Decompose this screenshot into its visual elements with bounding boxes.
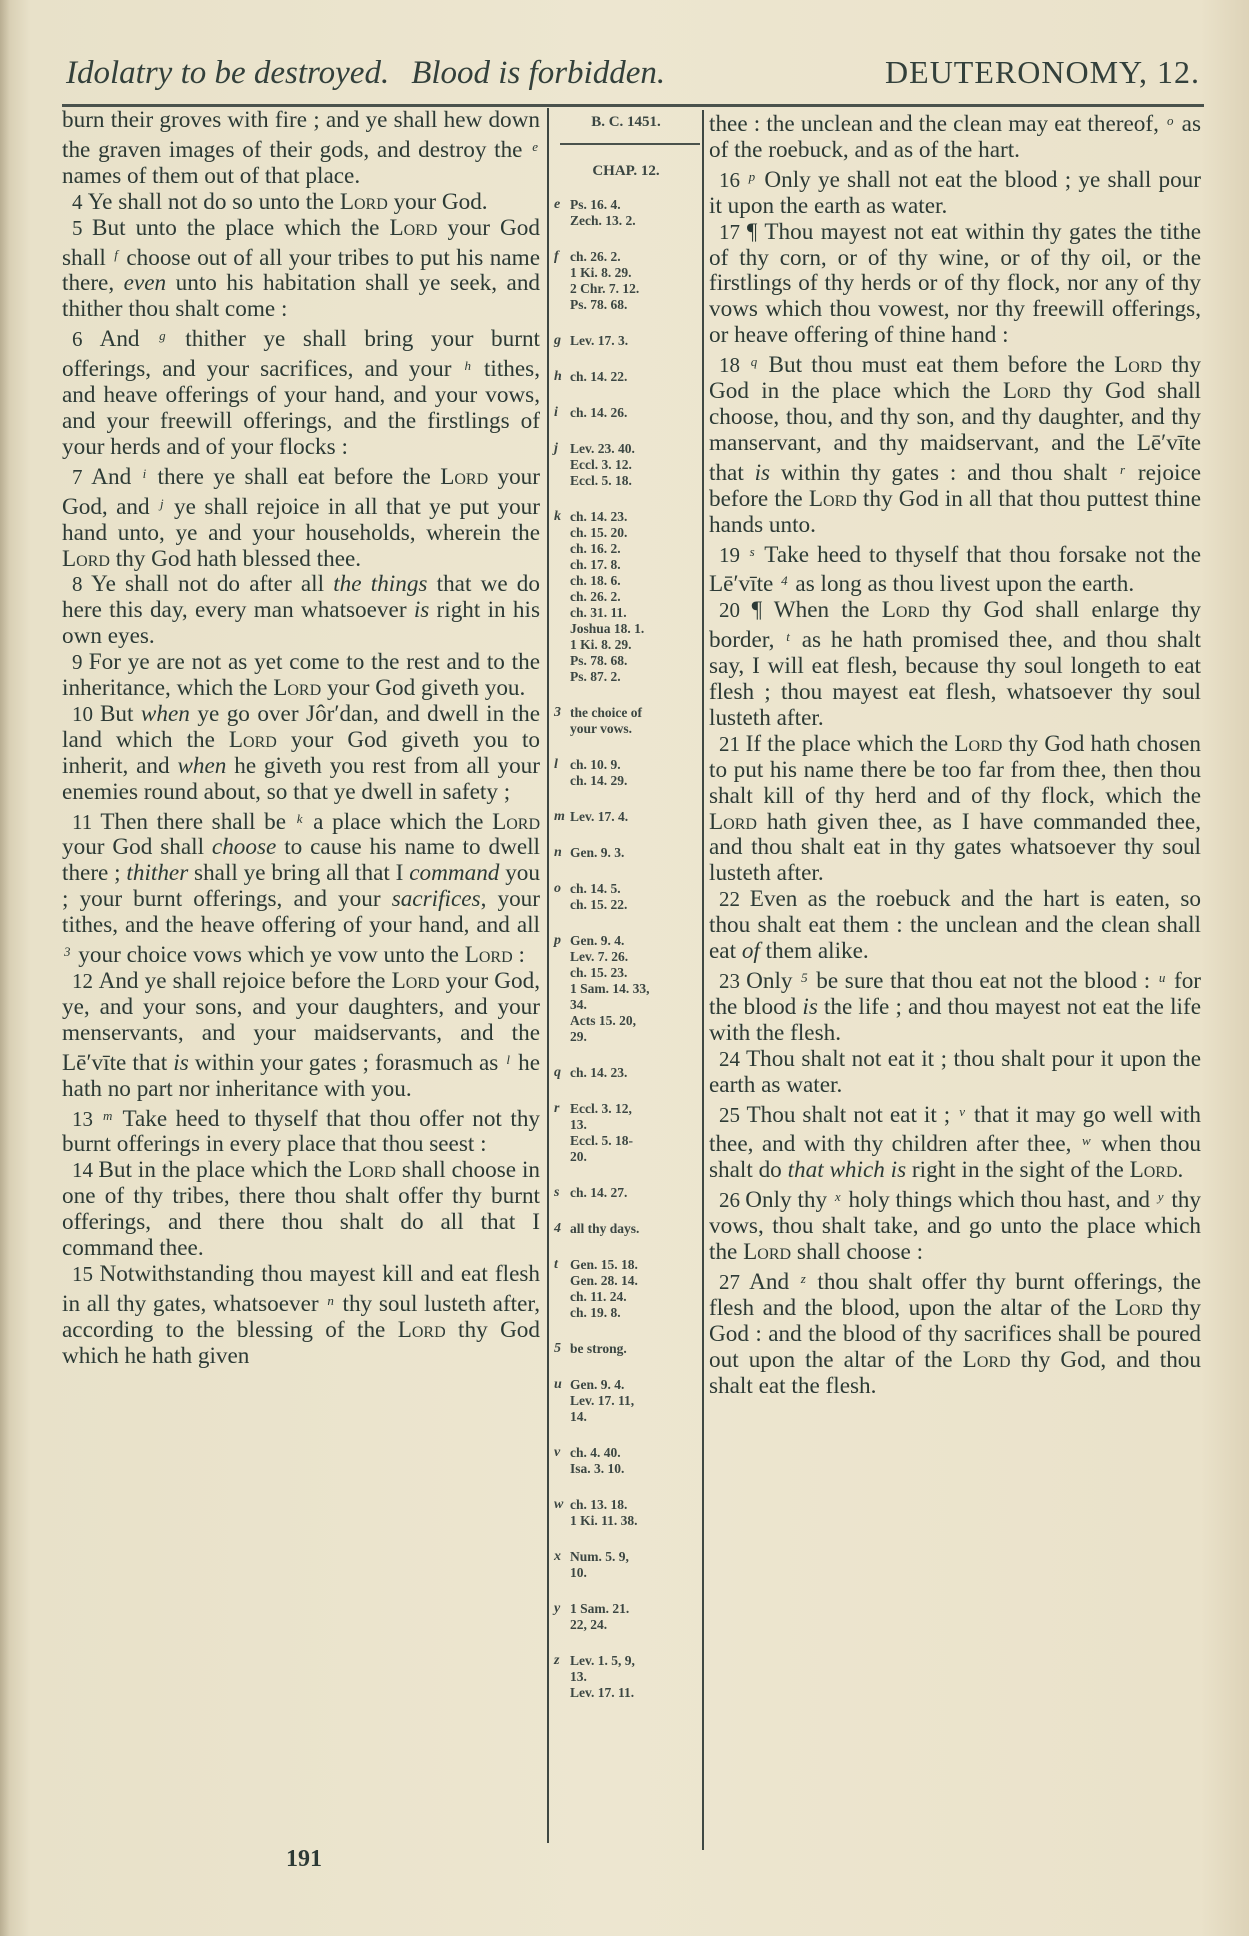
verse-text: ¶ When the Lord thy God shall enlarge thy border, $^t$ as he hath promised thee, and thou shalt say, I will eat flesh, because thy soul longeth to eat flesh ; thou mayest eat flesh, whatsoever thy soul lusteth after. xyxy=(709,597,1202,731)
reference-v xyxy=(552,1445,700,1477)
reference-citation: ch. 17. 8. xyxy=(570,557,621,572)
page-number: 191 xyxy=(286,1846,322,1872)
reference-citation: Ps. 78. 68. xyxy=(570,297,628,312)
verse-number: 18 xyxy=(719,353,749,378)
reference-letter: v xyxy=(554,1445,561,1460)
verse-10 xyxy=(62,702,540,806)
verse-number: 13 xyxy=(72,1106,101,1131)
verse-27 xyxy=(709,1266,1201,1400)
reference-citation: Eccl. 3. 12, xyxy=(570,1101,632,1116)
reference-citation: Ps. 16. 4. xyxy=(570,197,621,212)
reference-letter: r xyxy=(554,1101,560,1116)
verse-number: 11 xyxy=(72,809,101,834)
verse-16 xyxy=(709,164,1201,220)
reference-citation: Lev. 7. 26. xyxy=(570,949,629,964)
verse-7 xyxy=(62,461,540,573)
reference-citation: Lev. 1. 5, 9, xyxy=(570,1653,635,1668)
chapter-label: CHAP. 12. xyxy=(592,163,660,179)
reference-citation: 1 Sam. 21. xyxy=(570,1601,630,1616)
reference-citation: 29. xyxy=(570,1029,587,1044)
reference-citation: Gen. 9. 4. xyxy=(570,933,625,948)
verse-24 xyxy=(709,1047,1201,1099)
verse-text: Ye shall not do so unto the Lord your God. xyxy=(87,188,488,215)
reference-citation: 14. xyxy=(570,1409,587,1424)
reference-citation: 2 Chr. 7. 12. xyxy=(570,281,640,296)
reference-citation: Lev. 17. 4. xyxy=(570,809,629,824)
reference-citation: ch. 16. 2. xyxy=(570,541,621,556)
verse-text: If the place which the Lord thy God hath chosen to put his name there be too far from thee, then thou shalt kill of thy herd and of thy flock, which the Lord hath given thee, as I have commanded thee, and thou shalt eat in thy gates whatsoever thy soul lusteth after. xyxy=(709,730,1201,887)
verse-22 xyxy=(709,887,1201,965)
verse-text: Notwithstanding thou mayest kill and eat flesh in all thy gates, whatsoever $^n$ thy soul lusteth after, according to the blessing of the Lord thy God which he hath given xyxy=(62,1260,541,1369)
verse-20 xyxy=(709,598,1201,732)
reference-citation: 22, 24. xyxy=(570,1617,608,1632)
reference-citation: ch. 19. 8. xyxy=(570,1305,621,1320)
running-title-blood: Blood is forbidden. xyxy=(411,55,666,91)
verse-text: And $^z$ thou shalt offer thy burnt offerings, the flesh and the blood, upon the altar of the Lord thy God : and the blood of thy sacrifices shall be poured out upon the altar of the Lord thy God, and thou shalt eat the flesh. xyxy=(709,1268,1201,1399)
reference-citation: 13. xyxy=(570,1117,587,1132)
reference-letter: l xyxy=(554,757,558,772)
reference-list xyxy=(552,197,700,1701)
reference-citation: 34. xyxy=(570,997,587,1012)
reference-letter: t xyxy=(554,1257,558,1272)
reference-p xyxy=(552,933,700,1045)
verse-13 xyxy=(62,1103,540,1159)
reference-citation: 1 Sam. 14. 33, xyxy=(570,981,650,996)
reference-citation: ch. 14. 23. xyxy=(570,1065,628,1080)
reference-letter: e xyxy=(554,197,561,212)
reference-f xyxy=(552,249,700,313)
reference-citation: ch. 26. 2. xyxy=(570,589,621,604)
verse-continuation xyxy=(62,108,540,190)
reference-citation: Gen. 9. 4. xyxy=(570,1377,625,1392)
reference-letter: h xyxy=(554,369,562,384)
reference-citation: Gen. 15. 18. xyxy=(570,1257,638,1272)
verse-number: 14 xyxy=(72,1158,99,1183)
reference-citation: your vows. xyxy=(570,721,633,736)
reference-k xyxy=(552,509,700,685)
reference-citation: Eccl. 5. 18. xyxy=(570,473,632,488)
reference-letter: i xyxy=(554,405,558,420)
verse-text: thee : the unclean and the clean may eat thereof, $^o$ as of the roebuck, and as of the hart. xyxy=(709,111,1201,163)
reference-citation: ch. 15. 23. xyxy=(570,965,628,980)
reference-citation: ch. 11. 24. xyxy=(570,1289,627,1304)
reference-j xyxy=(552,441,700,489)
verse-text: Ye shall not do after all the things that we do here this day, every man whatsoever is right in his own eyes. xyxy=(62,571,540,650)
reference-citation: ch. 15. 22. xyxy=(570,897,628,912)
verse-18 xyxy=(709,349,1201,538)
reference-citation: Lev. 17. 11. xyxy=(570,1685,635,1700)
reference-citation: all thy days. xyxy=(570,1221,640,1236)
reference-citation: Eccl. 5. 18- xyxy=(570,1133,633,1148)
verse-number: 12 xyxy=(72,969,99,993)
reference-citation: Zech. 13. 2. xyxy=(570,213,636,228)
verse-text: Then there shall be $^k$ a place which the Lord your God shall choose to cause his name to dwell there ; thither shall ye bring all that I command you ; your burnt offerings, and your sacrifices, your tithes, and the heave offering of your hand, and all $^3$ your choice vows which ye vow unto the Lord : xyxy=(62,808,541,969)
reference-citation: Isa. 3. 10. xyxy=(570,1461,625,1476)
verse-number: 21 xyxy=(719,731,746,756)
page-header xyxy=(66,54,1200,102)
verse-number: 19 xyxy=(719,542,748,567)
verse-number: 17 xyxy=(719,219,747,244)
reference-o xyxy=(552,881,700,913)
reference-citation: ch. 14. 5. xyxy=(570,881,621,896)
verse-text: $^q$ But thou must eat them before the Lord thy God in the place which the Lord thy God shall choose, thou, and thy son, and thy daughter, and thy manservant, and thy maidservant, and the Lē′vīte that is within thy gates : and thou shalt $^r$ rejoice before the Lord thy God in all that thou puttest thine hands unto. xyxy=(709,352,1201,538)
verse-text: But unto the place which the Lord your God shall $^f$ choose out of all your tribes to put his name there, even unto his habitation shall ye seek, and thither thou shalt come : xyxy=(62,214,541,323)
verse-text: Thou shalt not eat it ; thou shalt pour it upon the earth as water. xyxy=(709,1045,1202,1098)
reference-n xyxy=(552,845,700,861)
reference-letter: z xyxy=(554,1653,560,1668)
reference-w xyxy=(552,1497,700,1529)
reference-citation: ch. 14. 27. xyxy=(570,1185,628,1200)
reference-l xyxy=(552,757,700,789)
verse-text: Thou shalt not eat it ; $^v$ that it may go well with thee, and with thy children after thee, $^w$ when thou shalt do that which is right in the sight of the Lord. xyxy=(709,1101,1202,1184)
reference-citation: ch. 14. 22. xyxy=(570,369,628,384)
verse-text: And $^i$ there ye shall eat before the Lord your God, and $^j$ ye shall rejoice in all that ye put your hand unto, ye and your households, wherein the Lord thy God hath blessed thee. xyxy=(62,463,540,572)
reference-i xyxy=(552,405,700,421)
verse-text: But when ye go over Jôr′dan, and dwell in the land which the Lord your God giveth you to inherit, and when he giveth you rest from all your enemies round about, so that ye dwell in safety ; xyxy=(62,700,540,805)
reference-citation: Lev. 17. 11, xyxy=(570,1393,635,1408)
text-column-left xyxy=(62,108,540,1370)
reference-m xyxy=(552,809,700,825)
verse-number: 7 xyxy=(72,464,92,489)
column-divider-left xyxy=(547,108,549,1843)
verse-number: 5 xyxy=(72,215,93,240)
reference-letter: j xyxy=(554,441,558,456)
reference-citation: ch. 15. 20. xyxy=(570,525,628,540)
reference-citation: ch. 14. 26. xyxy=(570,405,628,420)
reference-letter: f xyxy=(554,249,559,264)
reference-letter: n xyxy=(554,845,562,860)
verse-text: Only thy $^x$ holy things which thou hast, and $^y$ thy vows, thou shalt take, and go unto the place which the Lord shall choose : xyxy=(709,1187,1201,1266)
reference-5 xyxy=(552,1341,700,1357)
reference-citation: the choice of xyxy=(570,705,642,720)
reference-citation: Acts 15. 20, xyxy=(570,1013,636,1028)
reference-citation: Gen. 9. 3. xyxy=(570,845,625,860)
reference-e xyxy=(552,197,700,229)
marginal-references-column xyxy=(552,108,700,1721)
reference-y xyxy=(552,1601,700,1633)
column-divider-right xyxy=(702,110,704,1850)
verse-number: 20 xyxy=(719,598,752,623)
reference-letter: m xyxy=(554,809,565,824)
reference-citation: Joshua 18. 1. xyxy=(570,621,645,636)
reference-letter: s xyxy=(554,1185,560,1200)
reference-citation: Gen. 28. 14. xyxy=(570,1273,638,1288)
verse-text: For ye are not as yet come to the rest and to the inheritance, which the Lord your God giveth you. xyxy=(62,649,541,702)
reference-citation: Ps. 87. 2. xyxy=(570,669,621,684)
reference-citation: 10. xyxy=(570,1565,587,1580)
verse-14 xyxy=(62,1158,540,1262)
reference-citation: Num. 5. 9, xyxy=(570,1549,629,1564)
verse-11 xyxy=(62,806,540,969)
reference-letter: 5 xyxy=(554,1341,561,1356)
reference-citation: ch. 4. 40. xyxy=(570,1445,621,1460)
verse-9 xyxy=(62,650,540,702)
reference-citation: ch. 26. 2. xyxy=(570,249,621,264)
reference-r xyxy=(552,1101,700,1165)
reference-letter: w xyxy=(554,1497,564,1512)
reference-letter: 3 xyxy=(554,705,561,720)
reference-letter: k xyxy=(554,509,561,524)
reference-letter: y xyxy=(554,1601,561,1616)
reference-citation: be strong. xyxy=(570,1341,627,1356)
verse-text: Even as the roebuck and the hart is eaten, so thou shalt eat them : the unclean and the clean shall eat of them alike. xyxy=(709,886,1201,965)
reference-citation: ch. 18. 6. xyxy=(570,573,621,588)
reference-citation: 20. xyxy=(570,1149,587,1164)
reference-letter: u xyxy=(554,1377,562,1392)
reference-citation: Ps. 78. 68. xyxy=(570,653,628,668)
reference-q xyxy=(552,1065,700,1081)
reference-citation: ch. 13. 18. xyxy=(570,1497,628,1512)
verse-number: 16 xyxy=(719,167,747,192)
verse-continuation xyxy=(709,108,1201,164)
reference-t xyxy=(552,1257,700,1321)
reference-letter: o xyxy=(554,881,561,896)
reference-s xyxy=(552,1185,700,1201)
reference-citation: 13. xyxy=(570,1669,587,1684)
reference-citation: 1 Ki. 11. 38. xyxy=(570,1513,638,1528)
reference-letter: 4 xyxy=(554,1221,561,1236)
verse-text: And ye shall rejoice before the Lord your God, ye, and your sons, and your daughters, and your menservants, and your maidservants, and the Lē′vīte that is within your gates ; forasmuch as $^l$ he hath no part nor inheritance with you. xyxy=(62,968,540,1102)
verse-number: 23 xyxy=(719,969,747,993)
verse-number: 22 xyxy=(719,887,750,912)
reference-letter: g xyxy=(554,333,561,348)
verse-15 xyxy=(62,1262,540,1370)
reference-citation: ch. 10. 9. xyxy=(570,757,621,772)
reference-citation: ch. 14. 29. xyxy=(570,773,628,788)
verse-text: Only $^5$ be sure that thou eat not the blood : $^u$ for the blood is the life ; and thou mayest not eat the life with the flesh. xyxy=(709,968,1202,1046)
verse-number: 4 xyxy=(72,189,88,214)
verse-17 xyxy=(709,220,1201,350)
verse-25 xyxy=(709,1099,1201,1185)
reference-citation: Lev. 23. 40. xyxy=(570,441,635,456)
running-title-idolatry: Idolatry to be destroyed. xyxy=(66,55,390,91)
date-label: B. C. 1451. xyxy=(591,114,661,130)
verse-text: $^s$ Take heed to thyself that thou forsake not the Lē′vīte $^4$ as long as thou livest upon the earth. xyxy=(709,541,1201,598)
verse-19 xyxy=(709,539,1201,599)
reference-citation: Lev. 17. 3. xyxy=(570,333,629,348)
reference-x xyxy=(552,1549,700,1581)
verse-number: 26 xyxy=(719,1188,746,1213)
verse-text: $^p$ Only ye shall not eat the blood ; ye shall pour it upon the earth as water. xyxy=(709,166,1201,219)
verse-23 xyxy=(709,965,1201,1047)
date-rule xyxy=(560,143,700,145)
verse-number: 10 xyxy=(72,701,100,726)
verse-5 xyxy=(62,216,540,324)
text-column-right xyxy=(709,108,1201,1400)
verse-text: burn their groves with fire ; and ye shall hew down the graven images of their gods, and destroy the $^e$ names of them out of that place. xyxy=(62,107,540,189)
verse-12 xyxy=(62,969,540,1103)
book-chapter-title: DEUTERONOMY, 12. xyxy=(885,54,1200,90)
verse-text: $^m$ Take heed to thyself that thou offer not thy burnt offerings in every place that thou seest : xyxy=(62,1105,541,1158)
verse-text: ¶ Thou mayest not eat within thy gates the tithe of thy corn, or of thy wine, or of thy oil, or the firstlings of thy herds or of thy flock, nor any of thy vows which thou vowest, nor thy freewill offerings, or heave offering of thine hand : xyxy=(709,218,1201,349)
verse-number: 8 xyxy=(72,572,92,597)
reference-letter: p xyxy=(554,933,561,948)
reference-citation: 1 Ki. 8. 29. xyxy=(570,265,632,280)
verse-text: But in the place which the Lord shall choose in one of thy tribes, there thou shalt offer thy burnt offerings, and there thou shalt do all that I command thee. xyxy=(62,1157,541,1262)
verse-number: 15 xyxy=(72,1261,100,1286)
verse-6 xyxy=(62,323,540,461)
verse-21 xyxy=(709,732,1201,887)
verse-8 xyxy=(62,572,540,650)
reference-h xyxy=(552,369,700,385)
reference-g xyxy=(552,333,700,349)
verse-text: And $^g$ thither ye shall bring your burnt offerings, and your sacrifices, and your $^h$ tithes, and heave offerings of your hand, and your vows, and your freewill offerings, and the firstlings of your herds and of your flocks : xyxy=(62,326,540,460)
reference-citation: ch. 14. 23. xyxy=(570,509,628,524)
reference-citation: Eccl. 3. 12. xyxy=(570,457,632,472)
verse-number: 27 xyxy=(719,1269,750,1294)
verse-number: 6 xyxy=(72,327,100,352)
verse-number: 25 xyxy=(719,1102,747,1127)
reference-letter: q xyxy=(554,1065,561,1080)
verse-4 xyxy=(62,190,540,216)
reference-citation: 1 Ki. 8. 29. xyxy=(570,637,632,652)
verse-26 xyxy=(709,1184,1201,1266)
reference-4 xyxy=(552,1221,700,1237)
verse-number: 9 xyxy=(72,650,89,675)
verse-number: 24 xyxy=(719,1046,746,1071)
reference-3 xyxy=(552,705,700,737)
reference-letter: x xyxy=(554,1549,561,1564)
running-title xyxy=(66,55,687,92)
reference-u xyxy=(552,1377,700,1425)
reference-z xyxy=(552,1653,700,1701)
reference-citation: ch. 31. 11. xyxy=(570,605,627,620)
